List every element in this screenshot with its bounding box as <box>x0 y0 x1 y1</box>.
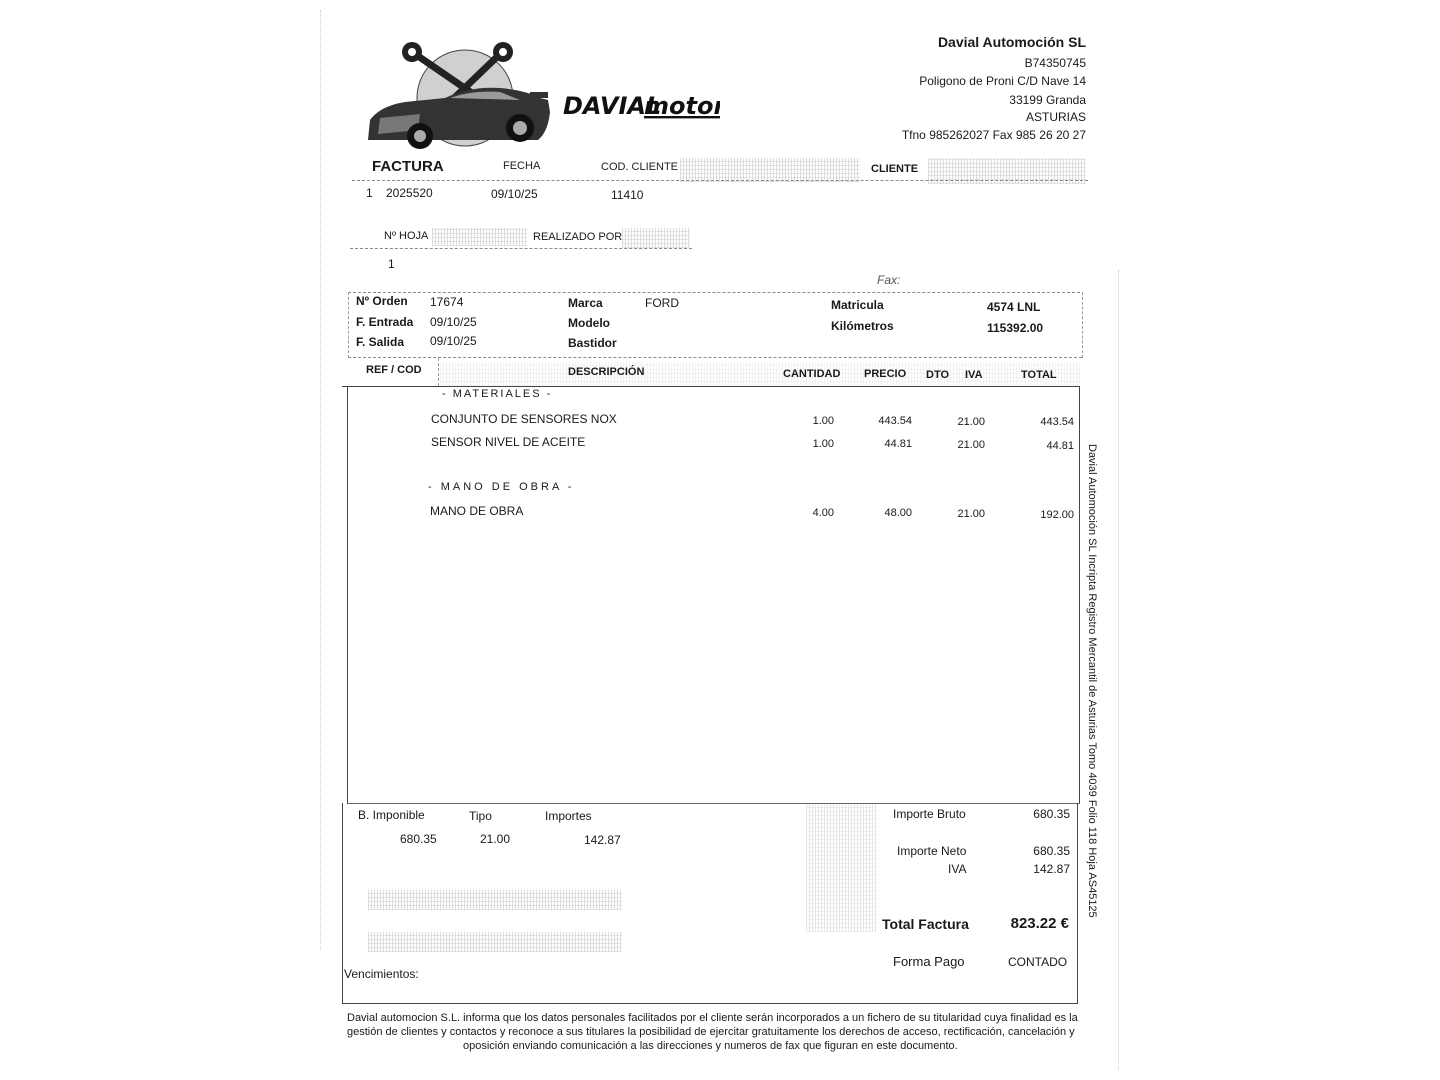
factura-label: FACTURA <box>372 158 444 175</box>
tipo-label: Tipo <box>469 809 492 823</box>
company-logo <box>360 40 720 150</box>
line-desc: CONJUNTO DE SENSORES NOX <box>431 412 617 426</box>
col-iva: IVA <box>965 369 983 381</box>
footer-box-right <box>1077 803 1078 1004</box>
base-label: B. Imponible <box>358 808 425 822</box>
redacted-block <box>368 932 622 952</box>
line-iva: 21.00 <box>957 439 985 451</box>
redacted-block <box>622 228 690 248</box>
company-name: Davial Automoción SL <box>937 34 1086 50</box>
bruto-label: Importe Bruto <box>893 807 966 821</box>
bruto-value: 680.35 <box>1033 807 1070 821</box>
invoice-serie: 1 <box>366 186 373 200</box>
total-label: Total Factura <box>882 916 969 932</box>
entrada-label: F. Entrada <box>356 315 414 329</box>
header-divider <box>352 180 1088 181</box>
client-code: 11410 <box>611 188 644 202</box>
bastidor-label: Bastidor <box>568 336 617 350</box>
invoice-date: 09/10/25 <box>491 187 538 201</box>
line-cantidad: 4.00 <box>812 507 834 519</box>
line-precio: 44.81 <box>884 438 912 450</box>
legal-line: Davial automocion S.L. informa que los datos personales facilitados por el cliente serán incorporados a un fichero de su titularidad cuya finalidad es la <box>347 1012 1078 1024</box>
line-desc: MANO DE OBRA <box>430 504 524 518</box>
line-precio: 48.00 <box>884 507 912 519</box>
iva-value: 142.87 <box>1033 862 1070 876</box>
vencimientos-label: Vencimientos: <box>344 967 419 981</box>
redacted-block <box>432 228 527 246</box>
footer-box-bottom <box>342 1003 1077 1004</box>
matricula-label: Matricula <box>831 298 884 312</box>
iva-label: IVA <box>948 862 967 876</box>
col-precio: PRECIO <box>864 368 907 380</box>
order-box-right <box>1082 292 1083 358</box>
matricula-value: 4574 LNL <box>987 300 1041 314</box>
car-wrench-logo-icon <box>360 40 720 150</box>
line-total: 192.00 <box>1040 509 1074 521</box>
company-postal: 33199 Granda <box>1009 93 1086 107</box>
line-cantidad: 1.00 <box>812 438 834 450</box>
line-total: 44.81 <box>1046 440 1074 452</box>
line-cantidad: 1.00 <box>812 415 834 427</box>
scan-edge-left <box>320 10 321 950</box>
orden-label: Nº Orden <box>356 294 408 308</box>
order-box-bottom <box>348 357 1082 358</box>
company-region: ASTURIAS <box>1025 110 1086 124</box>
col-dto: DTO <box>926 369 950 381</box>
company-address: Poligono de Proni C/D Nave 14 <box>919 74 1086 88</box>
fecha-label: FECHA <box>503 160 541 172</box>
hoja-label: Nº HOJA <box>384 230 429 242</box>
base-value: 680.35 <box>400 832 437 846</box>
cliente-label: CLIENTE <box>871 163 919 175</box>
salida-label: F. Salida <box>356 335 405 349</box>
marca-label: Marca <box>568 296 603 310</box>
hoja-divider <box>350 248 692 249</box>
col-separator <box>438 358 439 386</box>
importes-label: Importes <box>545 809 592 823</box>
redacted-block <box>368 890 622 910</box>
entrada-value: 09/10/25 <box>430 315 477 329</box>
main-box-left <box>347 386 348 804</box>
neto-label: Importe Neto <box>897 844 967 858</box>
neto-value: 680.35 <box>1033 844 1070 858</box>
order-box-top <box>348 292 1080 293</box>
logo-text: DAVIAL <box>563 92 662 120</box>
hoja-value: 1 <box>388 257 395 271</box>
svg-text:motor: motor <box>644 92 720 120</box>
footer-box-left <box>342 803 343 1004</box>
orden-value: 17674 <box>430 295 464 309</box>
cod-cliente-label: COD. CLIENTE <box>601 161 679 173</box>
col-total: TOTAL <box>1021 369 1057 381</box>
line-iva: 21.00 <box>957 508 985 520</box>
scan-edge-right <box>1118 270 1119 1070</box>
legal-line: oposición enviando comunicación a las direcciones y numeros de fax que figuran en este documento. <box>463 1040 958 1052</box>
redacted-block <box>806 804 876 932</box>
main-box-top <box>342 386 1080 387</box>
importe-value: 142.87 <box>584 833 621 847</box>
company-phone: Tfno 985262027 Fax 985 26 20 27 <box>901 128 1086 142</box>
company-cif: B74350745 <box>1024 56 1086 70</box>
km-value: 115392.00 <box>987 321 1044 335</box>
line-iva: 21.00 <box>957 416 985 428</box>
main-box-right <box>1079 386 1080 804</box>
legal-line: gestión de clientes y contactos y reconoce a sus titulares la posibilidad de ejercitar gratuitamente los derechos de acceso, rectificación, cancelación y <box>347 1026 1075 1038</box>
header-shading <box>440 362 1080 386</box>
order-box-left <box>348 292 349 358</box>
modelo-label: Modelo <box>568 316 610 330</box>
line-total: 443.54 <box>1040 416 1074 428</box>
salida-value: 09/10/25 <box>430 334 477 348</box>
section-materiales: - MATERIALES - <box>442 388 553 400</box>
line-precio: 443.54 <box>878 415 912 427</box>
tipo-value: 21.00 <box>480 832 511 846</box>
registry-text: Davial Automoción SL Incripta Registro Mercantil de Asturias Tomo 4039 Folio 118 Hoja AS45125 <box>1086 444 1098 918</box>
redacted-block <box>680 158 860 182</box>
km-label: Kilómetros <box>831 319 894 333</box>
section-mano-obra: - MANO DE OBRA - <box>428 481 575 493</box>
total-value: 823.22 € <box>1010 915 1069 932</box>
col-desc: DESCRIPCIÓN <box>568 366 645 378</box>
col-ref: REF / COD <box>366 364 422 376</box>
forma-pago-label: Forma Pago <box>893 954 965 969</box>
realizado-label: REALIZADO POR <box>533 231 623 243</box>
fax-label: Fax: <box>877 273 901 287</box>
line-desc: SENSOR NIVEL DE ACEITE <box>431 435 586 449</box>
col-cantidad: CANTIDAD <box>783 368 841 380</box>
main-box-bottom <box>347 803 1080 804</box>
marca-value: FORD <box>645 296 679 310</box>
invoice-number: 2025520 <box>386 186 433 200</box>
forma-pago-value: CONTADO <box>1008 955 1068 969</box>
